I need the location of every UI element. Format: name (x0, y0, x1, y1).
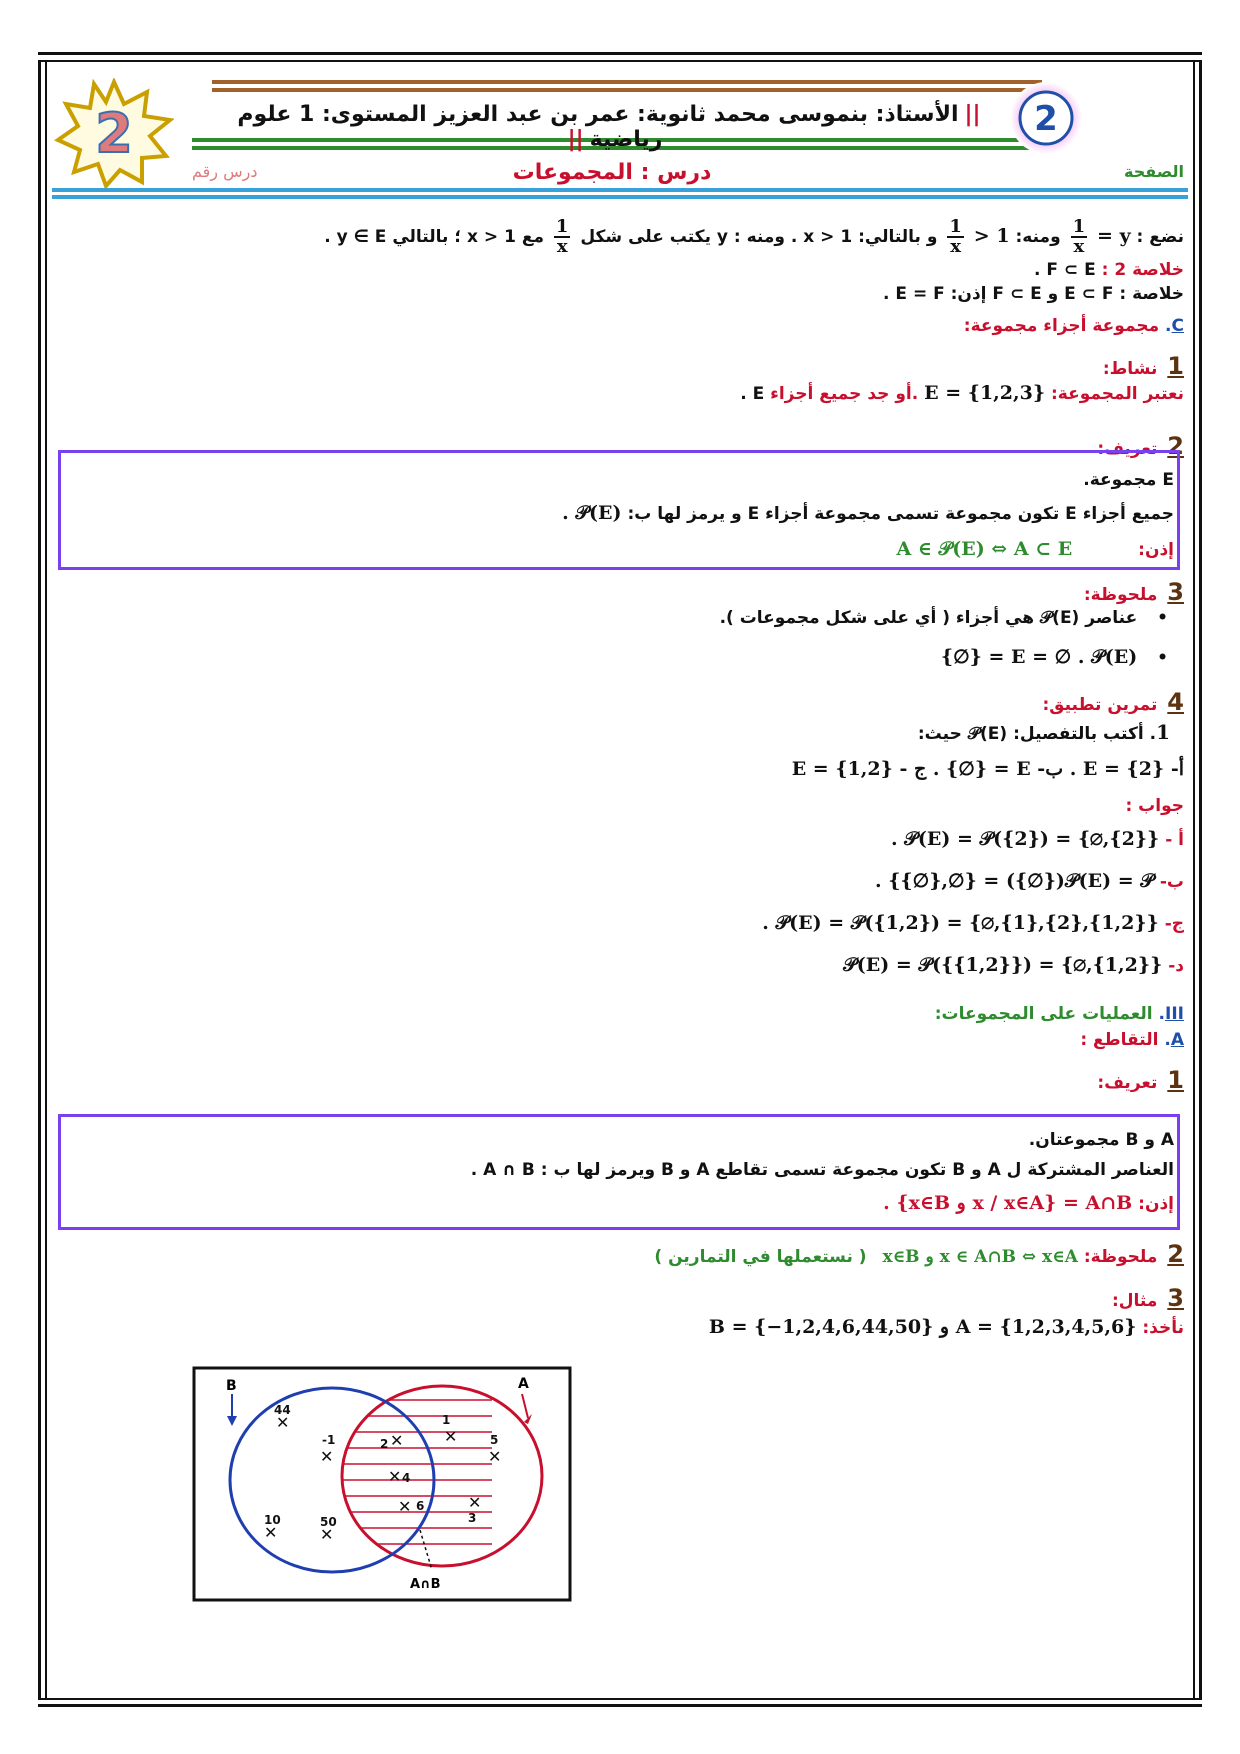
definition2-then-math: A∩B = {x / x∈A و x∈B} . (883, 1192, 1133, 1214)
answer-d-math: 𝒫(E) = 𝒫({{1,2}}) = {∅,{1,2}} (843, 954, 1163, 976)
frac-num: 1 (1072, 216, 1086, 237)
frame-top-line-1 (38, 52, 1202, 55)
intro-text-f: مع 1 < x ؛ بالتالي y ∈ E . (324, 227, 544, 247)
intro-line (324, 218, 1184, 256)
venn-elem-5: 5 (490, 1433, 499, 1447)
school-line (192, 102, 1032, 152)
venn-elem-3: 3 (468, 1511, 477, 1525)
pipe-right: || (964, 102, 981, 127)
answer-a (891, 828, 1184, 850)
activity-math: E = {1,2,3} (924, 382, 1046, 404)
exercise-heading (1042, 688, 1184, 716)
definition1-line1 (1083, 470, 1174, 490)
exercise-parts-text: أ- E = {2} . ب- E = {∅} . ج - E = {1,2} (791, 758, 1184, 780)
school-info: الأستاذ: بنموسى محمد ثانوية: عمر بن عبد العزيز المستوى: 1 علوم رياضية (237, 102, 959, 152)
pipe-left: || (567, 127, 584, 152)
note1-number: 3 (1167, 578, 1184, 606)
definition2-title: تعريف: (1097, 1073, 1158, 1093)
svg-text:✕: ✕ (388, 1467, 402, 1486)
definition2-line2 (471, 1160, 1174, 1180)
note1-title: ملحوظة: (1083, 585, 1158, 605)
activity-text-a: نعتبر المجموعة: (1051, 384, 1184, 404)
conclusion-label: خلاصة : (1119, 284, 1184, 304)
activity-text (740, 382, 1184, 404)
venn-elem-6: 6 (416, 1499, 425, 1513)
frame-right-line-1 (1193, 62, 1195, 1698)
answer-a-label: أ - (1165, 830, 1184, 850)
frame-top-line-2 (38, 60, 1202, 62)
note1-bullet1-text: عناصر 𝒫(E) هي أجزاء ( أي على شكل مجموعات ). (719, 608, 1138, 628)
header-bar-blue-2 (52, 195, 1188, 199)
answer-c-math: 𝒫(E) = 𝒫({1,2}) = {∅,{1},{2},{1,2}} . (762, 912, 1159, 934)
venn-elem-44: 44 (274, 1403, 291, 1417)
conclusion-2 (1034, 260, 1184, 280)
intro-fraction-3 (554, 218, 571, 256)
frac-num-3: 1 (555, 216, 569, 237)
activity-heading (1103, 352, 1184, 380)
note2-comment: ( نستعملها في التمارين ) (654, 1247, 867, 1267)
section-a-letter: A (1170, 1030, 1184, 1050)
star-badge-number: 2 (95, 102, 133, 165)
header (52, 72, 1188, 202)
example-heading (1112, 1284, 1184, 1312)
conclusion-text: E ⊂ F و F ⊂ E إذن: E = F . (883, 284, 1114, 304)
venn-label-b: B (226, 1378, 237, 1394)
answer-c-label: ج- (1164, 914, 1184, 934)
intro-text-e: 1 < x . ومنه : y يكتب على شكل (580, 227, 853, 247)
conclusion2-text: F ⊂ E . (1033, 260, 1096, 280)
exercise-q-text: أكتب بالتفصيل: 𝒫(E) حيث: (917, 724, 1144, 744)
exercise-q-number: 1 (1156, 720, 1170, 744)
svg-text:✕: ✕ (320, 1525, 334, 1544)
conclusion2-label: خلاصة 2 : (1101, 260, 1184, 280)
definition1-then-math: A ∈ 𝒫(E) ⇔ A ⊂ E (896, 538, 1073, 560)
note2-number: 2 (1167, 1240, 1184, 1268)
definition1-then-label: إذن: (1138, 540, 1174, 560)
example-lead: نأخذ: (1142, 1318, 1184, 1338)
venn-label-ab: A∩B (410, 1577, 441, 1592)
venn-elem-10: 10 (264, 1513, 281, 1527)
definition2-number: 1 (1167, 1066, 1184, 1094)
svg-text:✕: ✕ (390, 1431, 404, 1450)
answer-b (875, 870, 1184, 892)
section-iii-roman: III (1165, 1004, 1184, 1024)
answer-b-math: 𝒫(E) = 𝒫({∅}) = {∅,{∅}} . (874, 870, 1154, 892)
definition2-heading (1097, 1066, 1184, 1094)
star-badge-icon (54, 78, 174, 188)
section-a-heading: A. التقاطع : (1080, 1030, 1184, 1050)
section-iii-heading: III. العمليات على المجموعات: (934, 1004, 1184, 1024)
activity-text-c: E . (740, 384, 765, 404)
intro-text-b: ومنه: (1015, 227, 1061, 247)
exercise-question: 1. أكتب بالتفصيل: 𝒫(E) حيث: (917, 720, 1170, 744)
venn-diagram (192, 1366, 572, 1602)
activity-text-b: .أو جد جميع أجزاء (770, 384, 919, 404)
answer-label-text: جواب : (1125, 796, 1184, 816)
frame-left-line-2 (45, 62, 47, 1698)
intro-text-a: نضع : (1136, 227, 1184, 247)
frac-den-2: x (950, 236, 961, 257)
intro-text-d: و بالتالي: (858, 227, 938, 247)
answer-d-label: د- (1168, 956, 1184, 976)
frame-bottom-line-2 (38, 1704, 1202, 1707)
example-math: A = {1,2,3,4,5,6} و B = {−1,2,4,6,44,50} (708, 1316, 1137, 1338)
venn-elem-2: 2 (380, 1437, 389, 1451)
note2-title: ملحوظة: (1083, 1247, 1158, 1267)
activity-number: 1 (1167, 352, 1184, 380)
note1-bullet2 (941, 646, 1168, 668)
svg-text:✕: ✕ (320, 1447, 334, 1466)
answer-b-label: ب- (1159, 872, 1184, 892)
header-bar-brown-1 (212, 80, 1042, 84)
example-number: 3 (1167, 1284, 1184, 1312)
intro-y: y = (1097, 225, 1131, 247)
lesson-number-label: درس رقم (192, 162, 258, 181)
svg-text:✕: ✕ (398, 1497, 412, 1516)
venn-elem-4: 4 (402, 1471, 411, 1485)
frac-den: x (1073, 236, 1085, 257)
definition1-text-1: E مجموعة. (1083, 470, 1174, 490)
section-c-title: مجموعة أجزاء مجموعة: (963, 316, 1160, 336)
page-label: الصفحة (1123, 162, 1184, 181)
intro-fraction-2 (947, 218, 964, 256)
exercise-title: تمرين تطبيق: (1042, 695, 1158, 715)
section-c-heading: C. مجموعة أجزاء مجموعة: (963, 316, 1184, 336)
frame-left-line-1 (38, 62, 41, 1698)
svg-text:✕: ✕ (488, 1447, 502, 1466)
definition2-text-1: A و B مجموعتان. (1028, 1130, 1174, 1150)
definition1-number: 2 (1167, 432, 1184, 460)
definition2-text-2: العناصر المشتركة ل A و B تكون مجموعة تسمى تقاطع A و B ويرمز لها ب : A ∩ B . (470, 1160, 1174, 1180)
lesson-title: درس : المجموعات (512, 160, 712, 185)
example-line (709, 1316, 1184, 1338)
answer-d (843, 954, 1184, 976)
svg-text:2: 2 (1034, 99, 1058, 139)
exercise-parts (792, 758, 1184, 780)
page (52, 72, 1188, 1688)
section-c-letter: C (1171, 316, 1184, 336)
example-title: مثال: (1111, 1291, 1158, 1311)
svg-text:✕: ✕ (276, 1413, 290, 1432)
note2-math: x ∈ A∩B ⇔ x∈A و x∈B (882, 1247, 1078, 1267)
exercise-number: 4 (1167, 688, 1184, 716)
definition1-text-2: جميع أجزاء E تكون مجموعة تسمى مجموعة أجزاء E و يرمز لها ب: (627, 504, 1174, 524)
venn-elem-50: 50 (320, 1515, 337, 1529)
answer-a-math: 𝒫(E) = 𝒫({2}) = {∅,{2}} . (890, 828, 1160, 850)
definition1-then (897, 538, 1175, 560)
section-iii-title: العمليات على المجموعات: (934, 1004, 1153, 1024)
frac-num-2: 1 (949, 216, 962, 237)
venn-elem-m1: -1 (322, 1433, 336, 1447)
frac-den-3: x (556, 236, 568, 257)
definition1-line2 (562, 502, 1174, 524)
note2-line (654, 1240, 1184, 1268)
activity-title: نشاط: (1102, 359, 1158, 379)
intro-fraction-1 (1071, 218, 1088, 256)
definition2-line1 (1029, 1130, 1174, 1150)
conclusion (883, 284, 1184, 304)
frame-bottom-line-1 (38, 1698, 1202, 1700)
svg-text:✕: ✕ (468, 1493, 482, 1512)
definition1-math: 𝒫(E) . (562, 502, 622, 524)
intro-math-c: 1 < (973, 225, 1010, 247)
venn-label-a: A (518, 1376, 529, 1392)
definition2-then-label: إذن: (1138, 1194, 1174, 1214)
note1-bullet1 (720, 608, 1168, 628)
definition2-then (883, 1192, 1174, 1214)
answer-label (1125, 796, 1184, 816)
header-bar-blue-1 (52, 188, 1188, 192)
note1-bullet2-text: E = ∅ . 𝒫(E) = {∅} (940, 646, 1138, 668)
frame-right-line-2 (1199, 62, 1202, 1698)
note1-heading (1084, 578, 1184, 606)
definition1-title: تعريف: (1097, 439, 1158, 459)
answer-c (762, 912, 1184, 934)
header-bar-brown-2 (212, 88, 1042, 92)
section-a-title: التقاطع : (1080, 1030, 1159, 1050)
svg-text:✕: ✕ (444, 1427, 458, 1446)
venn-elem-1: 1 (442, 1413, 451, 1427)
svg-text:✕: ✕ (264, 1523, 278, 1542)
